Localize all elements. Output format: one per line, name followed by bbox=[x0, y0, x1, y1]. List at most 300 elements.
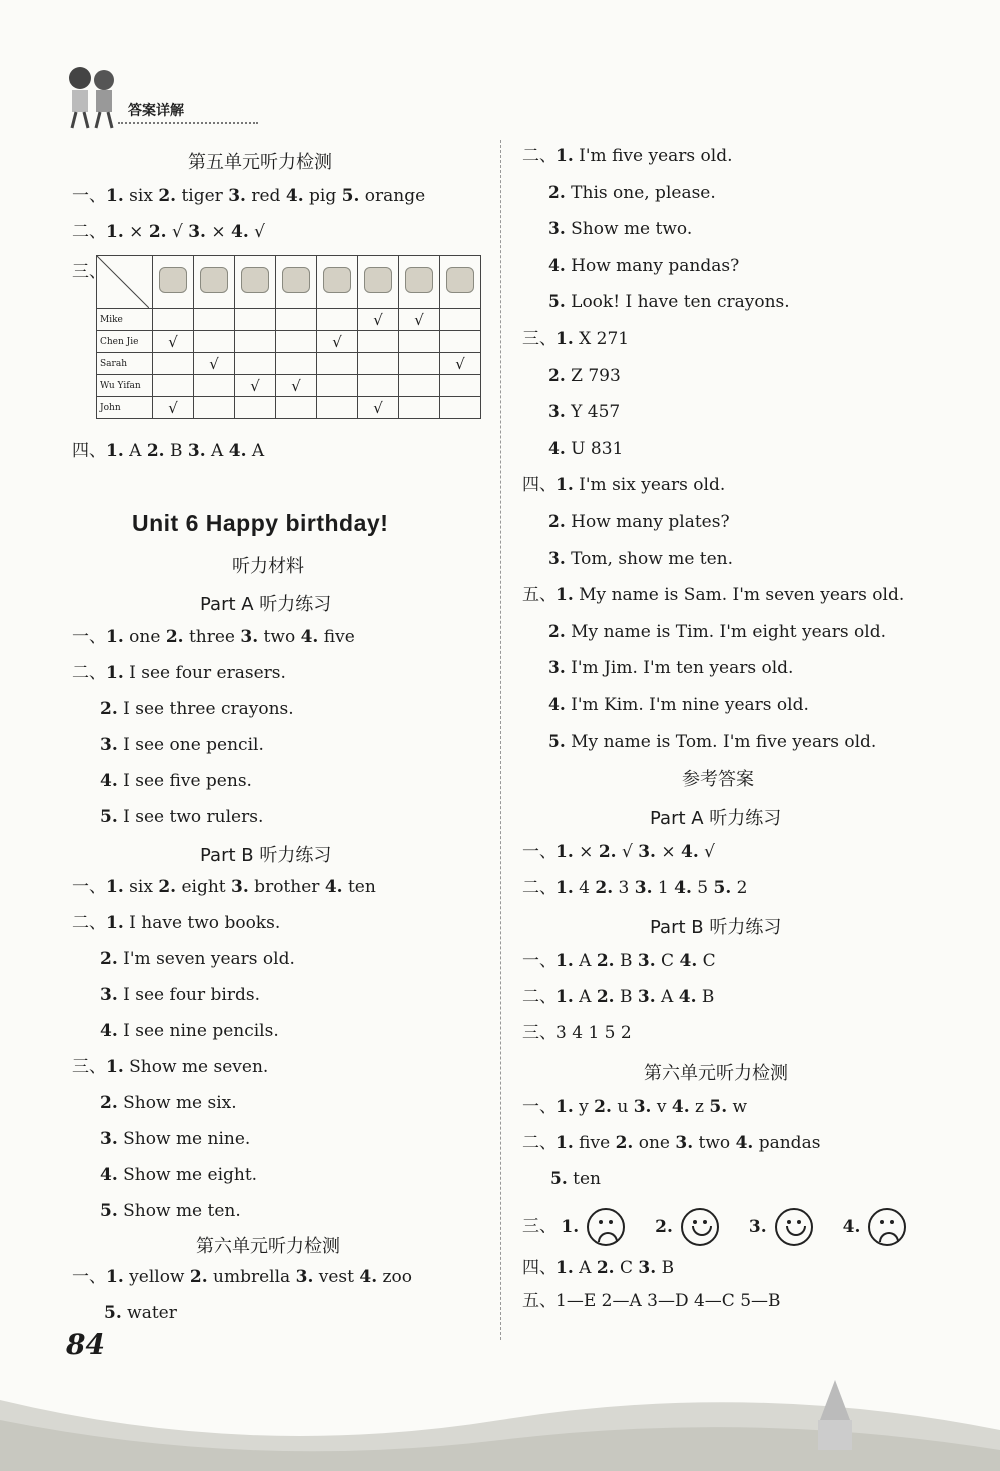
item-number: 1. bbox=[556, 951, 574, 971]
answer-line bbox=[100, 771, 252, 791]
answer-line bbox=[100, 985, 260, 1005]
student-name: Sarah bbox=[97, 353, 153, 375]
item-number: 4. bbox=[548, 695, 566, 715]
answer-text: × bbox=[205, 222, 232, 242]
item-number: 4. bbox=[548, 438, 566, 459]
answer-text: Look! I have ten crayons. bbox=[565, 292, 790, 313]
item-number: 4. bbox=[679, 951, 698, 971]
milk-icon bbox=[405, 267, 433, 293]
answer-text: 二、 bbox=[72, 222, 106, 242]
item-number: 5. bbox=[713, 878, 732, 898]
answer-text: two bbox=[693, 1133, 736, 1153]
answer-line bbox=[522, 951, 716, 971]
answer-text: A bbox=[573, 1258, 597, 1278]
table-cell bbox=[153, 353, 194, 375]
answer-text: C bbox=[655, 951, 680, 971]
table-row bbox=[97, 375, 481, 397]
answer-text: five bbox=[318, 627, 355, 647]
item-number: 5. bbox=[104, 1303, 122, 1323]
answer-text: 一、 bbox=[72, 1267, 106, 1287]
answer-text: 四、 bbox=[522, 475, 556, 496]
answer-text: 一、 bbox=[72, 877, 106, 897]
faces-row bbox=[522, 1208, 906, 1246]
answer-text: I see four erasers. bbox=[123, 663, 286, 683]
answer-text: 一、 bbox=[522, 951, 556, 971]
answer-line bbox=[522, 329, 629, 349]
table-cell bbox=[440, 375, 481, 397]
item-number: 2. bbox=[100, 699, 118, 719]
rice-icon bbox=[446, 267, 474, 293]
answer-text: ten bbox=[342, 877, 376, 897]
answer-line bbox=[72, 627, 355, 647]
answer-line bbox=[72, 222, 265, 242]
table-cell bbox=[276, 397, 317, 419]
answer-line bbox=[548, 622, 886, 642]
item-number: 4. bbox=[285, 186, 304, 206]
answer-text: I see five pens. bbox=[117, 771, 252, 791]
item-number: 2. bbox=[189, 1267, 208, 1287]
answer-text: vest bbox=[313, 1267, 360, 1287]
food-icon-6 bbox=[358, 256, 399, 309]
answer-text: A bbox=[573, 987, 597, 1007]
table-cell: √ bbox=[276, 375, 317, 397]
item-number: 3. bbox=[100, 1129, 118, 1149]
item-number: 3. bbox=[548, 658, 566, 679]
item-number: 1. bbox=[556, 987, 574, 1007]
item-number: 3. bbox=[228, 186, 246, 206]
answer-line bbox=[522, 585, 904, 605]
table-cell: √ bbox=[358, 397, 399, 419]
table-cell: √ bbox=[317, 331, 358, 353]
item-number: 3. bbox=[231, 877, 249, 897]
answer-text: 4 bbox=[573, 878, 596, 898]
answer-line bbox=[72, 913, 280, 933]
answer-line bbox=[72, 1267, 412, 1287]
answer-text: red bbox=[245, 186, 286, 206]
answer-line bbox=[100, 1165, 257, 1185]
answer-text: I see nine pencils. bbox=[117, 1021, 279, 1041]
item-number: 2. bbox=[158, 877, 177, 897]
answer-text: This one, please. bbox=[565, 182, 716, 203]
item-number: 2. bbox=[596, 1258, 615, 1278]
answer-text: C bbox=[697, 951, 716, 971]
table-cell bbox=[440, 397, 481, 419]
answer-text: X 271 bbox=[573, 329, 630, 349]
item-number: 5. bbox=[100, 1201, 118, 1221]
item-number: 3. bbox=[675, 1133, 694, 1153]
header-label: 答案详解 bbox=[128, 103, 184, 119]
answer-text: Show me nine. bbox=[117, 1129, 251, 1149]
item-number: 2. bbox=[100, 1093, 118, 1113]
table-cell bbox=[358, 375, 399, 397]
answer-line bbox=[100, 949, 295, 969]
table-icon-row bbox=[97, 256, 481, 309]
item-number: 2. bbox=[655, 1216, 673, 1237]
item-number: 2. bbox=[148, 222, 167, 242]
table-cell bbox=[440, 331, 481, 353]
item-number: 2. bbox=[548, 365, 566, 386]
header-underline bbox=[118, 122, 258, 124]
answer-text: pandas bbox=[753, 1133, 821, 1153]
answer-text: eight bbox=[176, 877, 232, 897]
table-label: 三、 bbox=[72, 262, 106, 282]
item-number: 3. bbox=[100, 735, 118, 755]
answer-text: two bbox=[258, 627, 301, 647]
right-section-title: 第六单元听力检测 bbox=[644, 1063, 788, 1084]
item-number: 2. bbox=[594, 1097, 612, 1117]
table-cell: √ bbox=[358, 309, 399, 331]
answer-line bbox=[548, 549, 733, 569]
answer-text: three bbox=[183, 627, 241, 647]
answer-text: water bbox=[121, 1303, 177, 1323]
cake-icon bbox=[241, 267, 269, 293]
item-number: 5. bbox=[341, 186, 360, 206]
answer-line bbox=[548, 256, 739, 276]
table-cell: √ bbox=[399, 309, 440, 331]
right-partB-title: Part B 听力练习 bbox=[650, 917, 782, 938]
answer-text: C bbox=[614, 1258, 639, 1278]
item-number: 4. bbox=[231, 222, 249, 242]
answers-title: 参考答案 bbox=[682, 769, 754, 790]
item-number: 5. bbox=[709, 1097, 728, 1117]
answer-text: My name is Tim. I'm eight years old. bbox=[565, 621, 886, 642]
item-number: 2. bbox=[548, 182, 566, 203]
table-cell bbox=[194, 331, 235, 353]
item-number: 2. bbox=[596, 987, 615, 1007]
table-cell bbox=[194, 397, 235, 419]
answer-text: u bbox=[611, 1097, 634, 1117]
table-row bbox=[97, 309, 481, 331]
answer-line bbox=[548, 658, 793, 678]
table-cell bbox=[399, 375, 440, 397]
answer-text: I'm Jim. I'm ten years old. bbox=[565, 658, 794, 679]
item-number: 2. bbox=[165, 627, 184, 647]
item-number: 4. bbox=[735, 1133, 754, 1153]
item-number: 3. bbox=[188, 222, 206, 242]
answer-line bbox=[72, 441, 264, 461]
food-icon-8 bbox=[440, 256, 481, 309]
answer-line bbox=[104, 1303, 177, 1323]
answer-text: Y 457 bbox=[565, 402, 621, 423]
answer-line bbox=[100, 1021, 279, 1041]
item-number: 4. bbox=[100, 1021, 118, 1041]
answer-line bbox=[548, 183, 716, 203]
answer-line bbox=[522, 1133, 820, 1153]
item-number: 3. bbox=[748, 1216, 767, 1237]
answer-text: My name is Tom. I'm five years old. bbox=[565, 731, 877, 752]
answer-line bbox=[522, 842, 715, 862]
item-number: 2. bbox=[548, 512, 566, 532]
answer-text: × bbox=[123, 222, 149, 242]
item-number: 4. bbox=[359, 1267, 378, 1287]
right-partA-title: Part A 听力练习 bbox=[650, 808, 782, 829]
item-number: 1. bbox=[556, 1097, 574, 1117]
item-number: 3. bbox=[548, 219, 566, 240]
item-number: 4. bbox=[100, 771, 118, 791]
student-name: Mike bbox=[97, 309, 153, 331]
answer-text: w bbox=[727, 1097, 748, 1117]
sad-face-icon bbox=[587, 1208, 625, 1246]
item-number: 3. bbox=[240, 627, 259, 647]
answer-line bbox=[522, 1023, 632, 1043]
table-cell: √ bbox=[194, 353, 235, 375]
answer-line bbox=[548, 439, 623, 459]
item-number: 2. bbox=[595, 878, 614, 898]
item-number: 4. bbox=[681, 842, 699, 862]
item-number: 1. bbox=[106, 441, 124, 461]
answer-text: Show me two. bbox=[565, 219, 693, 240]
answer-text: I see one pencil. bbox=[117, 735, 264, 755]
answer-text: yellow bbox=[123, 1267, 190, 1287]
answer-text: 二、 bbox=[522, 878, 556, 898]
item-number: 1. bbox=[106, 1267, 124, 1287]
juice-icon bbox=[323, 267, 351, 293]
item-number: 4. bbox=[842, 1216, 861, 1237]
column-divider bbox=[500, 140, 501, 1340]
item-number: 1. bbox=[556, 842, 574, 862]
item-number: 1. bbox=[556, 878, 574, 898]
item-number: 2. bbox=[615, 1133, 634, 1153]
answer-text: How many plates? bbox=[565, 512, 730, 532]
answer-text: √ bbox=[698, 842, 716, 862]
item-number: 1. bbox=[556, 146, 574, 166]
answer-text: 五、 bbox=[522, 1291, 556, 1311]
item-number: 2. bbox=[596, 951, 615, 971]
answer-line bbox=[522, 1258, 674, 1278]
table-corner bbox=[97, 256, 153, 309]
left-partB-title: Part B 听力练习 bbox=[200, 845, 332, 866]
answer-line bbox=[548, 366, 621, 386]
item-number: 4. bbox=[228, 441, 247, 461]
answer-text: 1 bbox=[652, 878, 675, 898]
answer-text: My name is Sam. I'm seven years old. bbox=[573, 585, 905, 606]
answer-line bbox=[100, 1201, 241, 1221]
student-name: John bbox=[97, 397, 153, 419]
table-cell: √ bbox=[440, 353, 481, 375]
answer-line bbox=[548, 512, 730, 532]
answer-text: 一、 bbox=[522, 1097, 556, 1117]
item-number: 1. bbox=[106, 222, 124, 242]
item-number: 3. bbox=[548, 548, 566, 569]
student-name: Wu Yifan bbox=[97, 375, 153, 397]
table-cell bbox=[399, 397, 440, 419]
unit-title: Unit 6 Happy birthday! bbox=[132, 510, 389, 536]
item-number: 4. bbox=[671, 1097, 690, 1117]
answer-text: 三、 bbox=[72, 1057, 106, 1077]
faces-label: 三、 bbox=[522, 1216, 556, 1237]
item-number: 4. bbox=[548, 255, 566, 276]
table-cell bbox=[153, 375, 194, 397]
answer-line bbox=[72, 1057, 268, 1077]
item-number: 1. bbox=[106, 186, 124, 206]
header-kids-illustration bbox=[62, 62, 122, 132]
answer-text: Show me six. bbox=[117, 1093, 237, 1113]
item-number: 3. bbox=[637, 987, 656, 1007]
table-row bbox=[97, 353, 481, 375]
answer-text: I see two rulers. bbox=[117, 807, 264, 827]
answer-text: I see four birds. bbox=[117, 985, 260, 1005]
answer-text: 三、 bbox=[522, 329, 556, 349]
item-number: 1. bbox=[556, 475, 574, 496]
answer-text: A bbox=[246, 441, 265, 461]
answer-text: 二、 bbox=[522, 987, 556, 1007]
answer-text: five bbox=[573, 1133, 616, 1153]
item-number: 5. bbox=[550, 1169, 568, 1189]
item-number: 2. bbox=[598, 842, 617, 862]
answer-text: 1—E 2—A 3—D 4—C 5—B bbox=[556, 1291, 781, 1311]
answer-line bbox=[100, 735, 264, 755]
answer-text: 二、 bbox=[72, 913, 106, 933]
answer-line bbox=[548, 695, 809, 715]
answer-text: U 831 bbox=[565, 438, 624, 459]
answer-text: z bbox=[689, 1097, 710, 1117]
answer-table bbox=[96, 255, 481, 419]
table-cell bbox=[153, 309, 194, 331]
answer-text: 3 4 1 5 2 bbox=[556, 1023, 632, 1043]
item-number: 4. bbox=[100, 1165, 118, 1185]
happy-face-icon bbox=[775, 1208, 813, 1246]
answer-text: I'm Kim. I'm nine years old. bbox=[565, 695, 809, 715]
table-row bbox=[97, 331, 481, 353]
table-cell bbox=[276, 309, 317, 331]
answer-text: Z 793 bbox=[565, 365, 621, 386]
table-cell bbox=[276, 331, 317, 353]
answer-text: √ bbox=[166, 222, 189, 242]
answer-text: 3 bbox=[613, 878, 635, 898]
table-cell bbox=[235, 353, 276, 375]
answer-line bbox=[522, 1291, 781, 1311]
item-number: 3. bbox=[638, 1258, 657, 1278]
answer-line bbox=[548, 292, 790, 312]
fish-icon bbox=[364, 267, 392, 293]
food-icon-4 bbox=[276, 256, 317, 309]
answer-line bbox=[72, 663, 286, 683]
item-number: 1. bbox=[106, 627, 124, 647]
answer-text: 2 bbox=[731, 878, 748, 898]
item-number: 2. bbox=[100, 949, 118, 969]
answer-text: B bbox=[656, 1258, 675, 1278]
item-number: 3. bbox=[100, 985, 118, 1005]
item-number: 1. bbox=[556, 329, 574, 349]
answer-text: ten bbox=[567, 1169, 601, 1189]
item-number: 3. bbox=[548, 402, 566, 423]
answer-text: √ bbox=[616, 842, 639, 862]
answer-text: I see three crayons. bbox=[117, 699, 294, 719]
answer-line bbox=[100, 1093, 237, 1113]
table-cell bbox=[235, 331, 276, 353]
table-cell: √ bbox=[153, 331, 194, 353]
table-cell bbox=[317, 353, 358, 375]
item-number: 1. bbox=[556, 1133, 574, 1153]
table-row bbox=[97, 397, 481, 419]
answer-text: A bbox=[655, 987, 679, 1007]
item-number: 5. bbox=[100, 807, 118, 827]
answer-text: 五、 bbox=[522, 585, 556, 606]
answer-line bbox=[522, 1097, 747, 1117]
answer-text: A bbox=[123, 441, 147, 461]
footer-wave-decoration bbox=[0, 1360, 1000, 1471]
sad-face-icon bbox=[868, 1208, 906, 1246]
table-cell: √ bbox=[153, 397, 194, 419]
answer-text: 三、 bbox=[522, 1023, 556, 1043]
answer-text: y bbox=[573, 1097, 595, 1117]
answer-text: one bbox=[633, 1133, 676, 1153]
answer-text: tiger bbox=[176, 186, 229, 206]
table-cell bbox=[317, 375, 358, 397]
item-number: 3. bbox=[638, 842, 656, 862]
item-number: 1. bbox=[106, 663, 124, 683]
answer-text: B bbox=[614, 951, 638, 971]
answer-text: orange bbox=[359, 186, 426, 206]
item-number: 1. bbox=[561, 1216, 580, 1237]
item-number: 3. bbox=[633, 1097, 652, 1117]
answer-text: 一、 bbox=[522, 842, 556, 862]
answer-text: Show me eight. bbox=[117, 1165, 258, 1185]
answer-text: Show me ten. bbox=[117, 1201, 241, 1221]
bread-icon bbox=[200, 267, 228, 293]
food-icon-1 bbox=[153, 256, 194, 309]
answer-line bbox=[100, 807, 263, 827]
food-icon-2 bbox=[194, 256, 235, 309]
answer-line bbox=[522, 878, 747, 898]
answer-line bbox=[100, 1129, 250, 1149]
item-number: 3. bbox=[637, 951, 656, 971]
answer-line bbox=[100, 699, 294, 719]
item-number: 2. bbox=[146, 441, 165, 461]
student-name: Chen Jie bbox=[97, 331, 153, 353]
answer-line bbox=[522, 987, 714, 1007]
table-cell bbox=[276, 353, 317, 375]
salad-icon bbox=[159, 267, 187, 293]
item-number: 3. bbox=[295, 1267, 314, 1287]
item-number: 1. bbox=[106, 1057, 124, 1077]
section-title-unit5: 第五单元听力检测 bbox=[188, 152, 332, 173]
table-cell bbox=[317, 397, 358, 419]
table-cell bbox=[235, 309, 276, 331]
item-number: 1. bbox=[556, 585, 574, 606]
answer-text: I'm six years old. bbox=[573, 475, 726, 496]
answer-line bbox=[72, 186, 425, 206]
answer-text: I have two books. bbox=[123, 913, 281, 933]
answer-text: 一、 bbox=[72, 186, 106, 206]
food-icon-7 bbox=[399, 256, 440, 309]
answer-text: × bbox=[655, 842, 682, 862]
answer-text: v bbox=[651, 1097, 672, 1117]
item-number: 4. bbox=[674, 878, 692, 898]
page-number: 84 bbox=[66, 1328, 105, 1361]
material-title: 听力材料 bbox=[232, 556, 304, 577]
answer-text: Show me seven. bbox=[123, 1057, 269, 1077]
table-cell bbox=[399, 331, 440, 353]
left-section2-title: 第六单元听力检测 bbox=[196, 1236, 340, 1257]
answer-text: brother bbox=[248, 877, 325, 897]
item-number: 2. bbox=[158, 186, 177, 206]
table-cell bbox=[235, 397, 276, 419]
answer-text: 二、 bbox=[72, 663, 106, 683]
happy-face-icon bbox=[681, 1208, 719, 1246]
table-cell bbox=[358, 353, 399, 375]
table-cell bbox=[358, 331, 399, 353]
answer-text: √ bbox=[248, 222, 266, 242]
answer-text: B bbox=[696, 987, 715, 1007]
answer-line bbox=[548, 732, 876, 752]
item-number: 2. bbox=[548, 621, 566, 642]
answer-text: B bbox=[164, 441, 188, 461]
table-cell bbox=[194, 375, 235, 397]
answer-text: × bbox=[573, 842, 599, 862]
table-cell: √ bbox=[235, 375, 276, 397]
table-cell bbox=[399, 353, 440, 375]
